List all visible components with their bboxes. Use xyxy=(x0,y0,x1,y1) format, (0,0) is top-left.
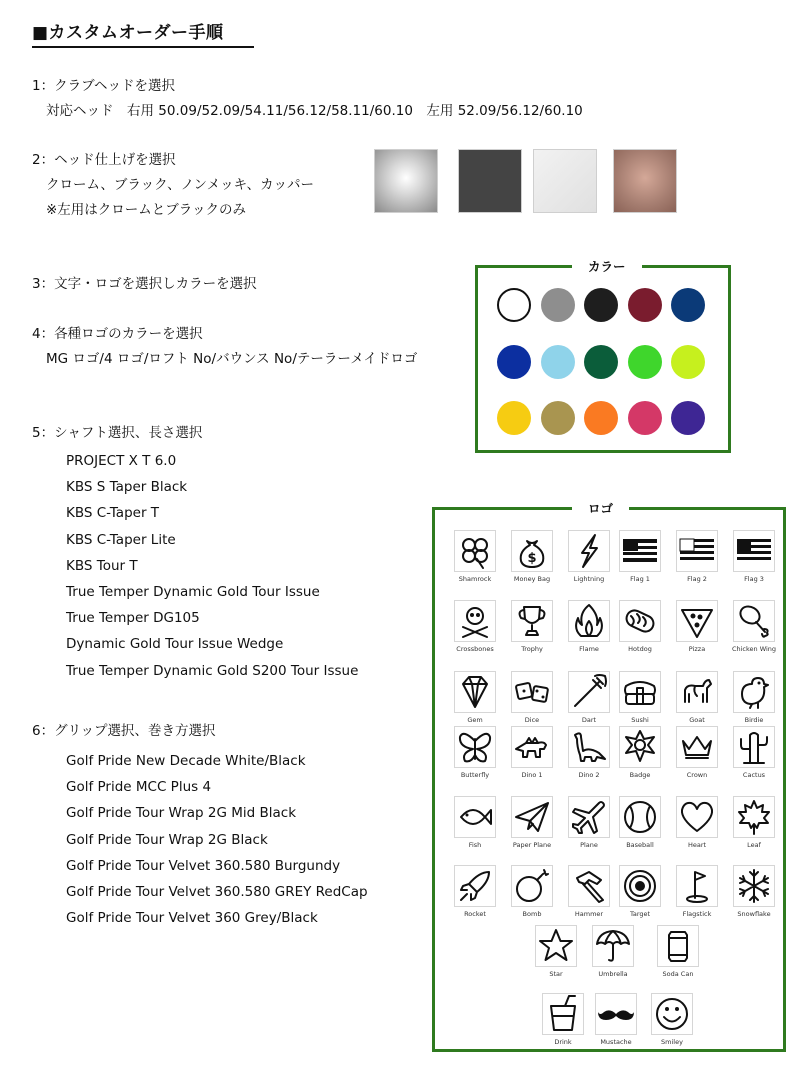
shaft-option[interactable]: PROJECT X T 6.0 xyxy=(66,453,177,469)
logo-label: Heart xyxy=(687,841,707,849)
step1-detail: 対応ヘッド 右用 50.09/52.09/54.11/56.12/58.11/60.10 左用 52.09/56.12/60.10 xyxy=(46,103,583,119)
snowflake-icon xyxy=(734,866,774,906)
color-dot[interactable] xyxy=(671,345,705,379)
logo-label: Dino 1 xyxy=(521,771,543,779)
shamrock-icon xyxy=(455,531,495,571)
shaft-option[interactable]: Dynamic Gold Tour Issue Wedge xyxy=(66,636,284,653)
shaft-option[interactable]: KBS S Taper Black xyxy=(66,479,188,496)
logo-label: Flag 2 xyxy=(687,575,707,583)
logo-label: Birdie xyxy=(744,716,764,724)
logo-label: Soda Can xyxy=(662,970,694,978)
logo-tile[interactable] xyxy=(651,993,693,1035)
logo-tile[interactable] xyxy=(568,530,610,572)
logo-tile[interactable] xyxy=(454,530,496,572)
logo-tile[interactable] xyxy=(511,865,553,907)
color-dot[interactable] xyxy=(628,345,662,379)
logo-label: Mustache xyxy=(600,1038,632,1046)
shaft-option[interactable]: True Temper DG105 xyxy=(66,610,200,627)
logo-tile[interactable] xyxy=(676,600,718,642)
color-dot[interactable] xyxy=(584,345,618,379)
logo-label: Flame xyxy=(579,645,599,653)
fish-icon xyxy=(455,797,495,837)
color-dot[interactable] xyxy=(671,288,705,322)
logo-label: Smiley xyxy=(661,1038,683,1046)
logo-tile[interactable] xyxy=(568,671,610,713)
logo-tile[interactable] xyxy=(568,726,610,768)
color-dot[interactable] xyxy=(584,401,618,435)
shaft-option[interactable]: KBS C-Taper T xyxy=(66,505,160,522)
logo-tile[interactable] xyxy=(676,726,718,768)
color-dot[interactable] xyxy=(541,288,575,322)
chicken-wing-icon xyxy=(734,601,774,641)
logo-label: Money Bag xyxy=(513,575,551,583)
logo-tile[interactable] xyxy=(511,726,553,768)
logo-label: Crown xyxy=(686,771,708,779)
hotdog-icon xyxy=(620,601,660,641)
logo-tile[interactable] xyxy=(619,600,661,642)
crown-icon xyxy=(677,727,717,767)
grip-option[interactable]: Golf Pride Tour Wrap 2G Black xyxy=(66,831,268,848)
logo-tile[interactable] xyxy=(511,671,553,713)
leaf-icon xyxy=(734,797,774,837)
logo-label: Hammer xyxy=(574,910,604,918)
color-dot[interactable] xyxy=(497,345,531,379)
logo-panel xyxy=(432,501,786,1052)
money-bag-icon xyxy=(512,531,552,571)
logo-tile[interactable] xyxy=(542,993,584,1035)
logo-tile[interactable] xyxy=(733,796,775,838)
logo-label: Chicken Wing xyxy=(731,645,777,653)
logo-label: Pizza xyxy=(688,645,706,653)
logo-tile[interactable] xyxy=(568,865,610,907)
trophy-icon xyxy=(512,601,552,641)
page-title: ■カスタムオーダー手順 xyxy=(32,23,224,43)
step6-heading: 6：グリップ選択、巻き方選択 xyxy=(32,723,216,739)
mustache-icon xyxy=(596,994,636,1034)
logo-tile[interactable] xyxy=(676,530,718,572)
step4-heading: 4：各種ロゴのカラーを選択 xyxy=(32,326,203,342)
lightning-icon xyxy=(569,531,609,571)
hammer-icon xyxy=(569,866,609,906)
logo-label: Sushi xyxy=(631,716,649,724)
color-dot[interactable] xyxy=(541,401,575,435)
logo-tile[interactable] xyxy=(733,530,775,572)
logo-label: Flag 1 xyxy=(630,575,650,583)
goat-icon xyxy=(677,672,717,712)
logo-label: Flagstick xyxy=(682,910,712,918)
grip-option[interactable]: Golf Pride Tour Wrap 2G Mid Black xyxy=(66,805,297,822)
dino-2-icon xyxy=(569,727,609,767)
finish-swatch-raw[interactable] xyxy=(533,149,597,213)
logo-label: Goat xyxy=(689,716,705,724)
color-dot[interactable] xyxy=(541,345,575,379)
logo-label: Butterfly xyxy=(460,771,490,779)
step2-heading: 2：ヘッド仕上げを選択 xyxy=(32,152,176,168)
baseball-icon xyxy=(620,797,660,837)
logo-tile[interactable] xyxy=(619,726,661,768)
finish-swatch-chrome[interactable] xyxy=(374,149,438,213)
logo-tile[interactable] xyxy=(733,865,775,907)
logo-tile[interactable] xyxy=(535,925,577,967)
logo-label: Hotdog xyxy=(628,645,652,653)
star-icon xyxy=(536,926,576,966)
gem-icon xyxy=(455,672,495,712)
pizza-icon xyxy=(677,601,717,641)
crossbones-icon xyxy=(455,601,495,641)
logo-tile[interactable] xyxy=(592,925,634,967)
logo-tile[interactable] xyxy=(595,993,637,1035)
logo-label: Flag 3 xyxy=(744,575,764,583)
step2-detail: クローム、ブラック、ノンメッキ、カッパー xyxy=(46,177,314,193)
butterfly-icon xyxy=(455,727,495,767)
logo-tile[interactable] xyxy=(733,671,775,713)
logo-label: Dart xyxy=(581,716,597,724)
logo-label: Cactus xyxy=(742,771,766,779)
color-dot[interactable] xyxy=(671,401,705,435)
svg-text:$: $ xyxy=(527,551,537,566)
flag-2-icon xyxy=(677,531,717,571)
logo-label: Snowflake xyxy=(737,910,771,918)
cactus-icon xyxy=(734,727,774,767)
logo-tile[interactable] xyxy=(733,600,775,642)
dice-icon xyxy=(512,672,552,712)
logo-tile[interactable] xyxy=(676,796,718,838)
logo-label: Shamrock xyxy=(458,575,492,583)
logo-tile[interactable] xyxy=(511,530,553,572)
logo-tile[interactable] xyxy=(454,726,496,768)
logo-label: Lightning xyxy=(573,575,605,583)
color-dot[interactable] xyxy=(497,401,531,435)
umbrella-icon xyxy=(593,926,633,966)
logo-tile[interactable] xyxy=(733,726,775,768)
logo-label: Drink xyxy=(554,1038,572,1046)
soda-can-icon xyxy=(658,926,698,966)
color-panel-title: カラー xyxy=(572,257,642,275)
flame-icon xyxy=(569,601,609,641)
logo-tile[interactable] xyxy=(454,600,496,642)
color-dot[interactable] xyxy=(628,401,662,435)
logo-label: Bomb xyxy=(522,910,542,918)
bomb-icon xyxy=(512,866,552,906)
logo-tile[interactable] xyxy=(511,600,553,642)
shaft-option[interactable]: KBS Tour T xyxy=(66,557,138,574)
rocket-icon xyxy=(455,866,495,906)
color-panel xyxy=(475,259,731,453)
shaft-option[interactable]: KBS C-Taper Lite xyxy=(66,531,176,548)
plane-icon xyxy=(569,797,609,837)
finish-swatch-black[interactable] xyxy=(458,149,522,213)
logo-tile[interactable] xyxy=(568,796,610,838)
logo-tile[interactable] xyxy=(619,865,661,907)
smiley-icon xyxy=(652,994,692,1034)
logo-label: Paper Plane xyxy=(512,841,552,849)
step5-heading: 5：シャフト選択、長さ選択 xyxy=(32,425,203,441)
logo-tile[interactable] xyxy=(454,671,496,713)
flag-1-icon xyxy=(620,531,660,571)
logo-label: Umbrella xyxy=(598,970,628,978)
shaft-option[interactable]: True Temper Dynamic Gold S200 Tour Issue xyxy=(66,662,359,679)
flag-3-icon xyxy=(734,531,774,571)
logo-label: Rocket xyxy=(464,910,486,918)
logo-tile[interactable] xyxy=(568,600,610,642)
logo-label: Crossbones xyxy=(456,645,494,653)
logo-tile[interactable] xyxy=(454,865,496,907)
logo-tile[interactable] xyxy=(657,925,699,967)
shaft-option[interactable]: True Temper Dynamic Gold Tour Issue xyxy=(66,584,320,600)
drink-icon xyxy=(543,994,583,1034)
logo-tile[interactable] xyxy=(619,530,661,572)
grip-option[interactable]: Golf Pride Tour Velvet 360.580 Burgundy xyxy=(66,857,341,874)
step3-heading: 3：文字・ロゴを選択しカラーを選択 xyxy=(32,276,257,292)
grip-option[interactable]: Golf Pride MCC Plus 4 xyxy=(66,779,212,796)
logo-label: Plane xyxy=(580,841,598,849)
sushi-icon xyxy=(620,672,660,712)
logo-tile[interactable] xyxy=(619,796,661,838)
step2-note: ※左用はクロームとブラックのみ xyxy=(46,202,247,218)
logo-label: Star xyxy=(549,970,563,978)
logo-label: Leaf xyxy=(747,841,761,849)
finish-swatch-copper[interactable] xyxy=(613,149,677,213)
title-underline xyxy=(32,46,254,48)
color-dot[interactable] xyxy=(584,288,618,322)
logo-label: Fish xyxy=(468,841,482,849)
dino-1-icon xyxy=(512,727,552,767)
logo-label: Dice xyxy=(524,716,540,724)
logo-label: Badge xyxy=(629,771,651,779)
logo-tile[interactable] xyxy=(511,796,553,838)
logo-label: Gem xyxy=(467,716,483,724)
flagstick-icon xyxy=(677,866,717,906)
logo-panel-title: ロゴ xyxy=(572,499,629,517)
logo-label: Dino 2 xyxy=(578,771,600,779)
badge-icon xyxy=(620,727,660,767)
color-dot[interactable] xyxy=(497,288,531,322)
step4-detail: MG ロゴ/4 ロゴ/ロフト No/バウンス No/テーラーメイドロゴ xyxy=(46,351,418,367)
dart-icon xyxy=(569,672,609,712)
logo-label: Target xyxy=(629,910,651,918)
logo-tile[interactable] xyxy=(676,865,718,907)
logo-tile[interactable] xyxy=(676,671,718,713)
grip-option[interactable]: Golf Pride Tour Velvet 360 Grey/Black xyxy=(66,910,318,927)
step1-heading: 1：クラブヘッドを選択 xyxy=(32,78,176,94)
paper-plane-icon xyxy=(512,797,552,837)
logo-tile[interactable] xyxy=(454,796,496,838)
target-icon xyxy=(620,866,660,906)
grip-option[interactable]: Golf Pride New Decade White/Black xyxy=(66,753,306,769)
grip-option[interactable]: Golf Pride Tour Velvet 360.580 GREY RedCap xyxy=(66,884,368,900)
color-dot[interactable] xyxy=(628,288,662,322)
logo-tile[interactable] xyxy=(619,671,661,713)
logo-label: Trophy xyxy=(521,645,543,653)
logo-label: Baseball xyxy=(626,841,654,849)
heart-icon xyxy=(677,797,717,837)
birdie-icon xyxy=(734,672,774,712)
